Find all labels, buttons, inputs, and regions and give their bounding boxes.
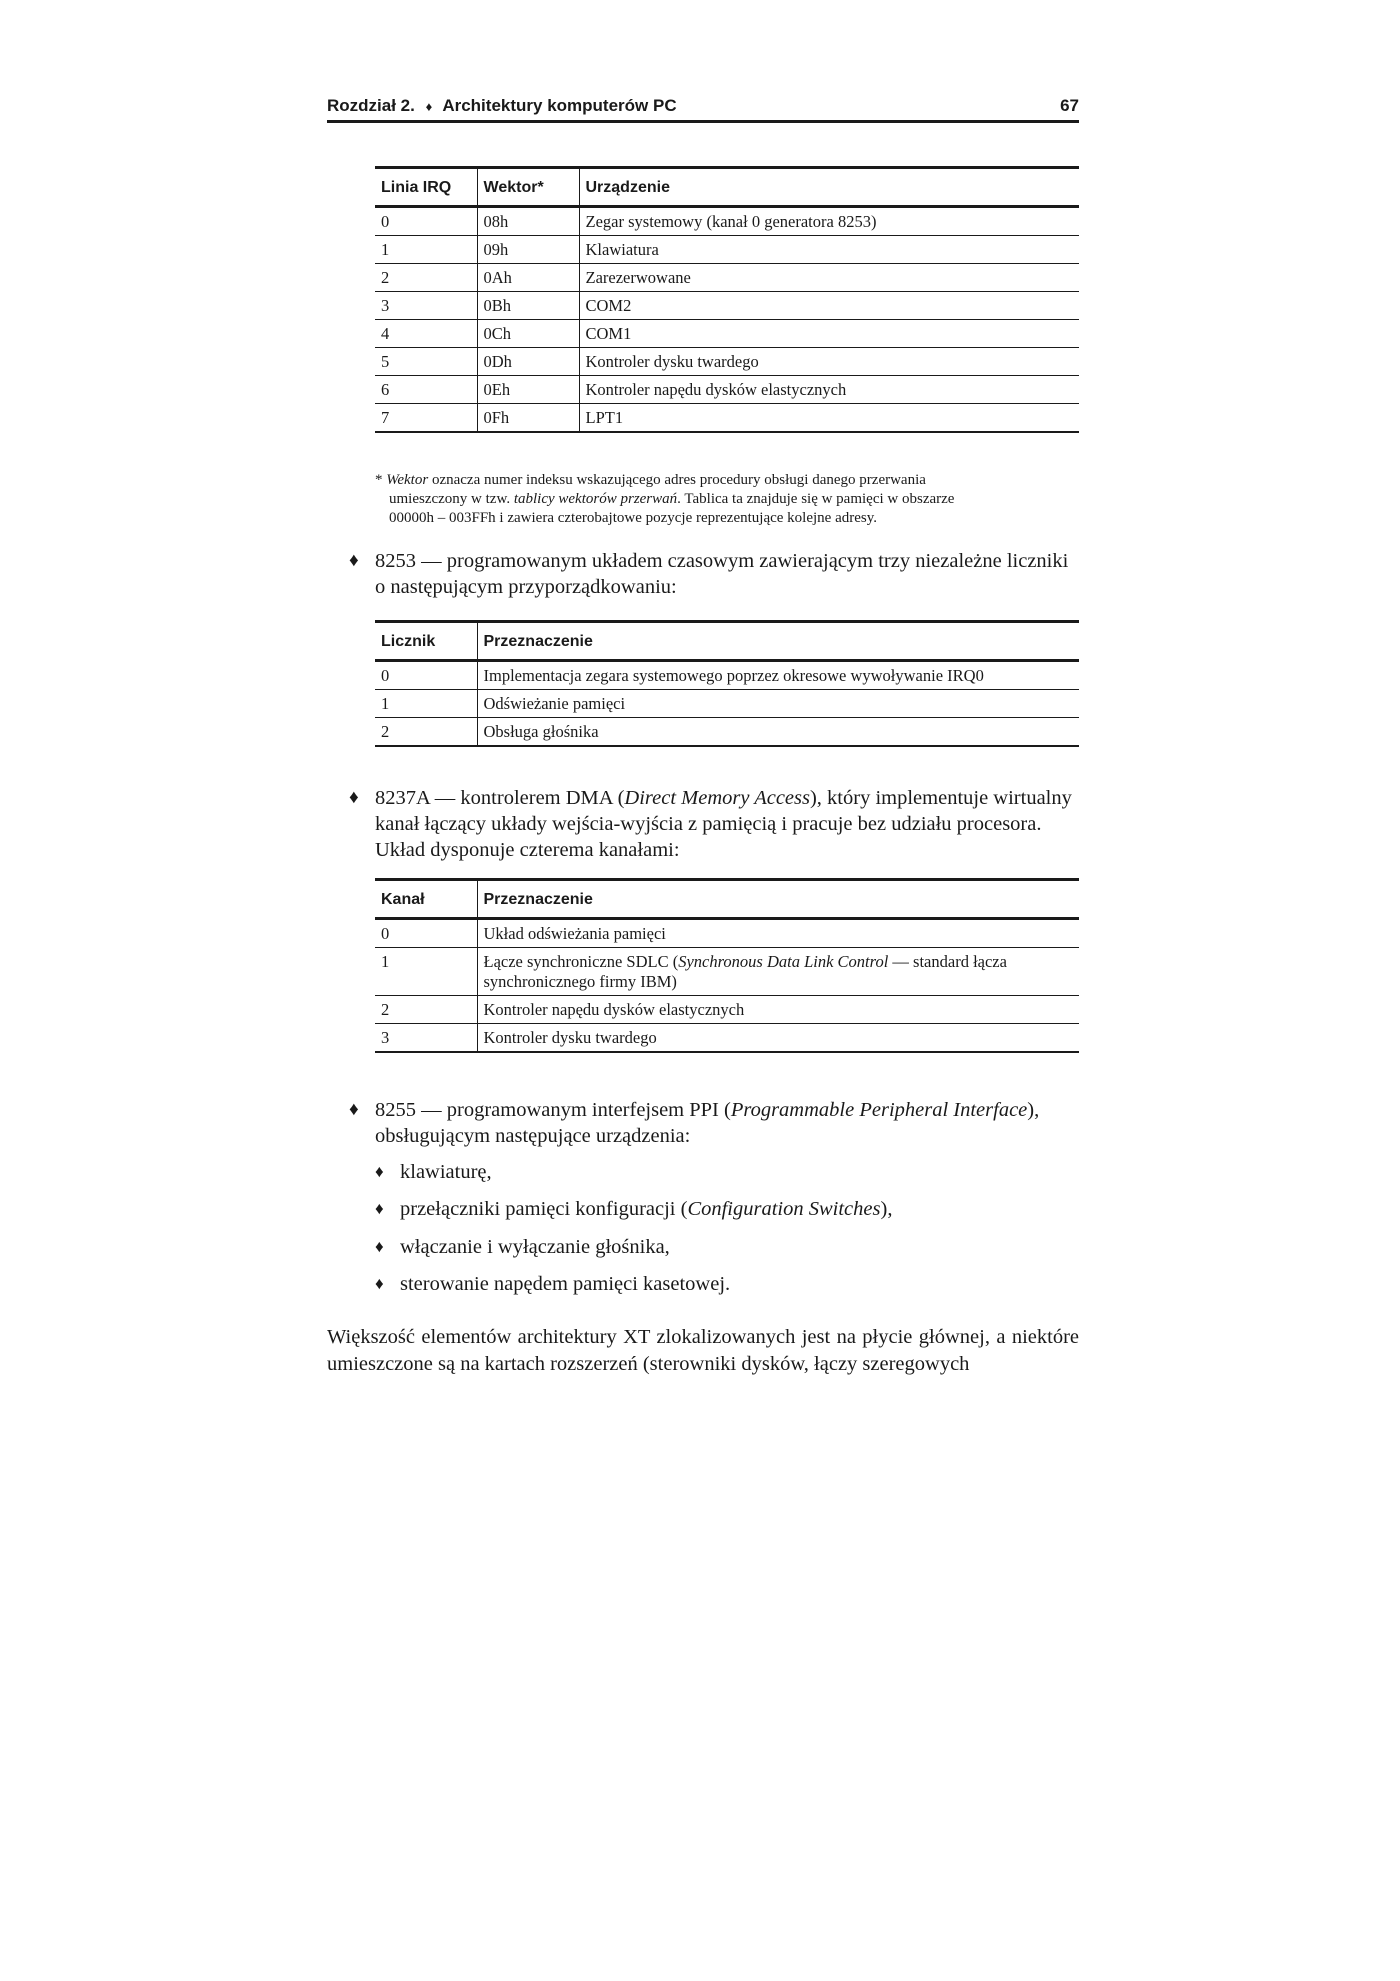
- text-run: Kontroler dysku twardego: [483, 1028, 657, 1047]
- table-cell: LPT1: [579, 404, 1079, 433]
- footnote-term: tablicy wektorów przerwań: [513, 491, 678, 507]
- text-run: klawiaturę,: [400, 1161, 492, 1183]
- text-run: Układ odświeżania pamięci: [483, 924, 666, 943]
- table-header-row: [375, 880, 1079, 919]
- table-cell: 1: [375, 690, 477, 718]
- table-cell: 0Bh: [477, 292, 579, 320]
- table-cell: [477, 1024, 1079, 1053]
- bullet-8237-text: [375, 785, 1079, 863]
- chapter-title: Architektury komputerów PC: [442, 96, 677, 115]
- table-row: [375, 292, 1079, 320]
- chapter-label: Rozdział 2.: [327, 96, 415, 115]
- table-cell: 2: [375, 718, 477, 747]
- table-header-row: [375, 622, 1079, 661]
- table-cell: 2: [375, 996, 477, 1024]
- table-row: [375, 236, 1079, 264]
- table-row: [375, 376, 1079, 404]
- footnote-star: *: [375, 472, 387, 488]
- table-row: [375, 320, 1079, 348]
- diamond-bullet-icon: ♦: [349, 1099, 359, 1120]
- table-cell: 7: [375, 404, 477, 433]
- page-number: 67: [1060, 96, 1079, 115]
- running-head: [327, 94, 1079, 123]
- table-row: [375, 1024, 1079, 1053]
- table-cell: 08h: [477, 207, 579, 236]
- table-cell: Kontroler napędu dysków elastycznych: [579, 376, 1079, 404]
- sub-bullet-item: [400, 1271, 730, 1297]
- footnote-term: Wektor: [386, 472, 429, 488]
- table-cell: 6: [375, 376, 477, 404]
- table-cell: [477, 996, 1079, 1024]
- sub-bullet-item: [400, 1196, 892, 1222]
- counter-table: [375, 620, 1079, 747]
- table-cell: 3: [375, 292, 477, 320]
- table-row: [375, 661, 1079, 690]
- bullet-8255-text: [375, 1097, 1079, 1149]
- table-cell: 0Fh: [477, 404, 579, 433]
- channel-table-block: [327, 878, 1079, 1053]
- table-row: [375, 919, 1079, 948]
- table-row: [375, 948, 1079, 996]
- table-cell: Klawiatura: [579, 236, 1079, 264]
- table-cell: COM1: [579, 320, 1079, 348]
- table-cell: 1: [375, 948, 477, 996]
- column-header: Wektor*: [477, 168, 579, 207]
- column-header: Urządzenie: [579, 168, 1079, 207]
- diamond-bullet-icon: ♦: [375, 1199, 384, 1218]
- sub-bullet-item: [400, 1159, 492, 1185]
- table-cell: COM2: [579, 292, 1079, 320]
- diamond-bullet-icon: ♦: [375, 1274, 384, 1293]
- closing-paragraph: Większość elementów architektury XT zlokalizowanych jest na płycie głównej, a niektóre umieszczone są na kartach rozszerzeń (sterowniki dysków, łączy szeregowych: [327, 1326, 1079, 1375]
- diamond-bullet-icon: ♦: [349, 787, 359, 808]
- counter-table-block: [327, 620, 1079, 747]
- table-cell: 5: [375, 348, 477, 376]
- diamond-bullet-icon: ♦: [375, 1237, 384, 1256]
- sub-bullet-item: [400, 1234, 670, 1260]
- footnote-text: umieszczony w tzw.: [389, 491, 514, 507]
- table-row: [375, 264, 1079, 292]
- table-cell: 0Ch: [477, 320, 579, 348]
- text-run: sterowanie napędem pamięci kasetowej.: [400, 1273, 731, 1295]
- table-cell: [477, 919, 1079, 948]
- irq-table: [375, 166, 1079, 433]
- table-cell: 3: [375, 1024, 477, 1053]
- table-cell: Kontroler dysku twardego: [579, 348, 1079, 376]
- text-run: — standard łącza synchronicznego firmy IBM): [483, 952, 1007, 991]
- table-cell: 4: [375, 320, 477, 348]
- column-header: Kanał: [375, 880, 477, 919]
- text-run-italic: Programmable Peripheral Interface: [730, 1099, 1028, 1121]
- table-cell: 1: [375, 236, 477, 264]
- table-cell: 2: [375, 264, 477, 292]
- table-row: [375, 207, 1079, 236]
- text-run: przełączniki pamięci konfiguracji (: [400, 1198, 688, 1220]
- text-run: Kontroler napędu dysków elastycznych: [483, 1000, 745, 1019]
- text-run: Łącze synchroniczne SDLC (: [483, 952, 679, 971]
- channel-table: [375, 878, 1079, 1053]
- table-header-row: [375, 168, 1079, 207]
- text-run: włączanie i wyłączanie głośnika,: [400, 1236, 670, 1258]
- table-cell: Implementacja zegara systemowego poprzez okresowe wywoływanie IRQ0: [477, 661, 1079, 690]
- table-cell: 0: [375, 919, 477, 948]
- table-cell: 0Dh: [477, 348, 579, 376]
- column-header: Przeznaczenie: [477, 622, 1079, 661]
- table-cell: 0: [375, 207, 477, 236]
- text-run: 8237A — kontrolerem DMA (: [375, 787, 625, 809]
- footnote-text: 00000h – 003FFh i zawiera czterobajtowe pozycje reprezentujące kolejne adresy.: [389, 510, 877, 526]
- table-row: [375, 690, 1079, 718]
- table-cell: 0: [375, 661, 477, 690]
- table-cell: 0Ah: [477, 264, 579, 292]
- table-cell: 09h: [477, 236, 579, 264]
- table-cell: Obsługa głośnika: [477, 718, 1079, 747]
- irq-table-block: [327, 166, 1079, 433]
- footnote-text: . Tablica ta znajduje się w pamięci w obszarze: [677, 491, 955, 507]
- table-row: [375, 348, 1079, 376]
- text-run-italic: Direct Memory Access: [624, 787, 810, 809]
- bullet-8253-text: 8253 — programowanym układem czasowym zawierającym trzy niezależne liczniki o następującym przyporządkowaniu:: [375, 550, 1069, 598]
- text-run-italic: Configuration Switches: [687, 1198, 881, 1220]
- column-header: Linia IRQ: [375, 168, 477, 207]
- table-row: [375, 718, 1079, 747]
- table-cell: Zegar systemowy (kanał 0 generatora 8253): [579, 207, 1079, 236]
- diamond-icon: ♦: [425, 99, 433, 114]
- text-run-italic: Synchronous Data Link Control: [678, 952, 889, 971]
- table-cell: Zarezerwowane: [579, 264, 1079, 292]
- table-row: [375, 996, 1079, 1024]
- diamond-bullet-icon: ♦: [349, 550, 359, 571]
- table-row: [375, 404, 1079, 433]
- table-cell: [477, 948, 1079, 996]
- table-cell: Odświeżanie pamięci: [477, 690, 1079, 718]
- text-run: ), który implementuje wirtualny kanał łączący układy wejścia-wyjścia z pamięcią i pracuje bez udziału procesora. Układ dysponuje czterema kanałami:: [375, 787, 1072, 861]
- table-footnote: [327, 471, 1079, 528]
- text-run: ),: [880, 1198, 893, 1220]
- table-cell: 0Eh: [477, 376, 579, 404]
- column-header: Przeznaczenie: [477, 880, 1079, 919]
- column-header: Licznik: [375, 622, 477, 661]
- text-run: ), obsługującym następujące urządzenia:: [375, 1099, 1040, 1147]
- text-run: 8255 — programowanym interfejsem PPI (: [375, 1099, 731, 1121]
- diamond-bullet-icon: ♦: [375, 1162, 384, 1181]
- footnote-text: oznacza numer indeksu wskazującego adres procedury obsługi danego przerwania: [428, 472, 926, 488]
